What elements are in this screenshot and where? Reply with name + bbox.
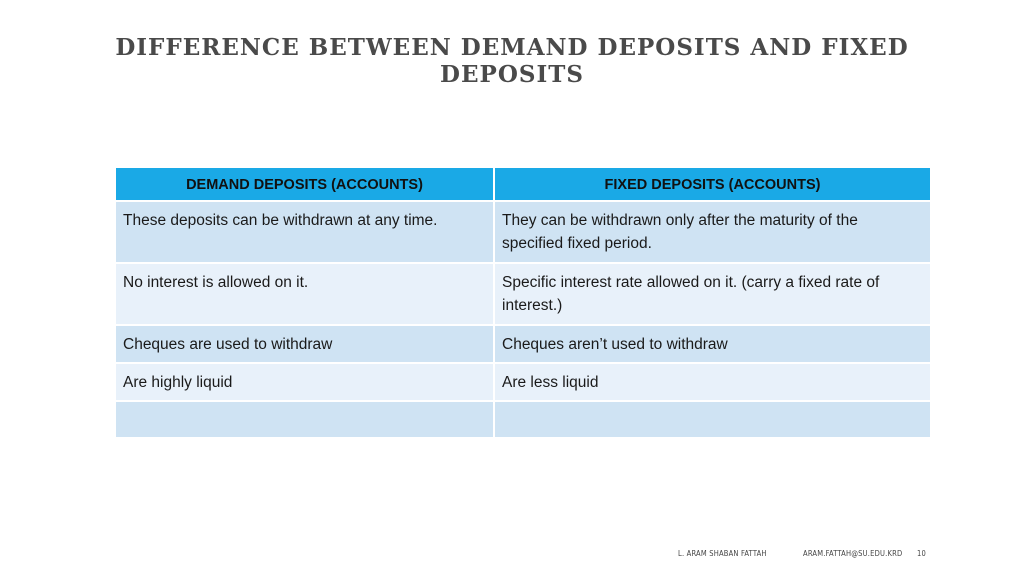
table-row bbox=[115, 363, 931, 401]
comparison-table bbox=[114, 166, 932, 439]
header-fixed-deposits: FIXED DEPOSITS (ACCOUNTS) bbox=[494, 167, 931, 201]
table-row bbox=[115, 325, 931, 363]
table-cell: They can be withdrawn only after the maturity of the specified fixed period. bbox=[494, 201, 931, 263]
footer-author: L. ARAM SHABAN FATTAH bbox=[678, 549, 767, 558]
header-demand-deposits: DEMAND DEPOSITS (ACCOUNTS) bbox=[115, 167, 494, 201]
table-cell: Are highly liquid bbox=[115, 363, 494, 401]
footer-email: ARAM.FATTAH@SU.EDU.KRD bbox=[803, 549, 903, 558]
table-cell: Are less liquid bbox=[494, 363, 931, 401]
table-cell: These deposits can be withdrawn at any time. bbox=[115, 201, 494, 263]
page-number: 10 bbox=[917, 549, 926, 558]
table-cell: Cheques are used to withdraw bbox=[115, 325, 494, 363]
table-cell: Specific interest rate allowed on it. (carry a fixed rate of interest.) bbox=[494, 263, 931, 325]
table-row bbox=[115, 263, 931, 325]
table-row bbox=[115, 201, 931, 263]
table-cell bbox=[494, 401, 931, 438]
slide-title: DIFFERENCE BETWEEN DEMAND DEPOSITS AND FIXED DEPOSITS bbox=[115, 34, 909, 88]
table-row bbox=[115, 401, 931, 438]
table-cell: No interest is allowed on it. bbox=[115, 263, 494, 325]
table-cell: Cheques aren’t used to withdraw bbox=[494, 325, 931, 363]
table-cell bbox=[115, 401, 494, 438]
table-header-row bbox=[115, 167, 931, 201]
